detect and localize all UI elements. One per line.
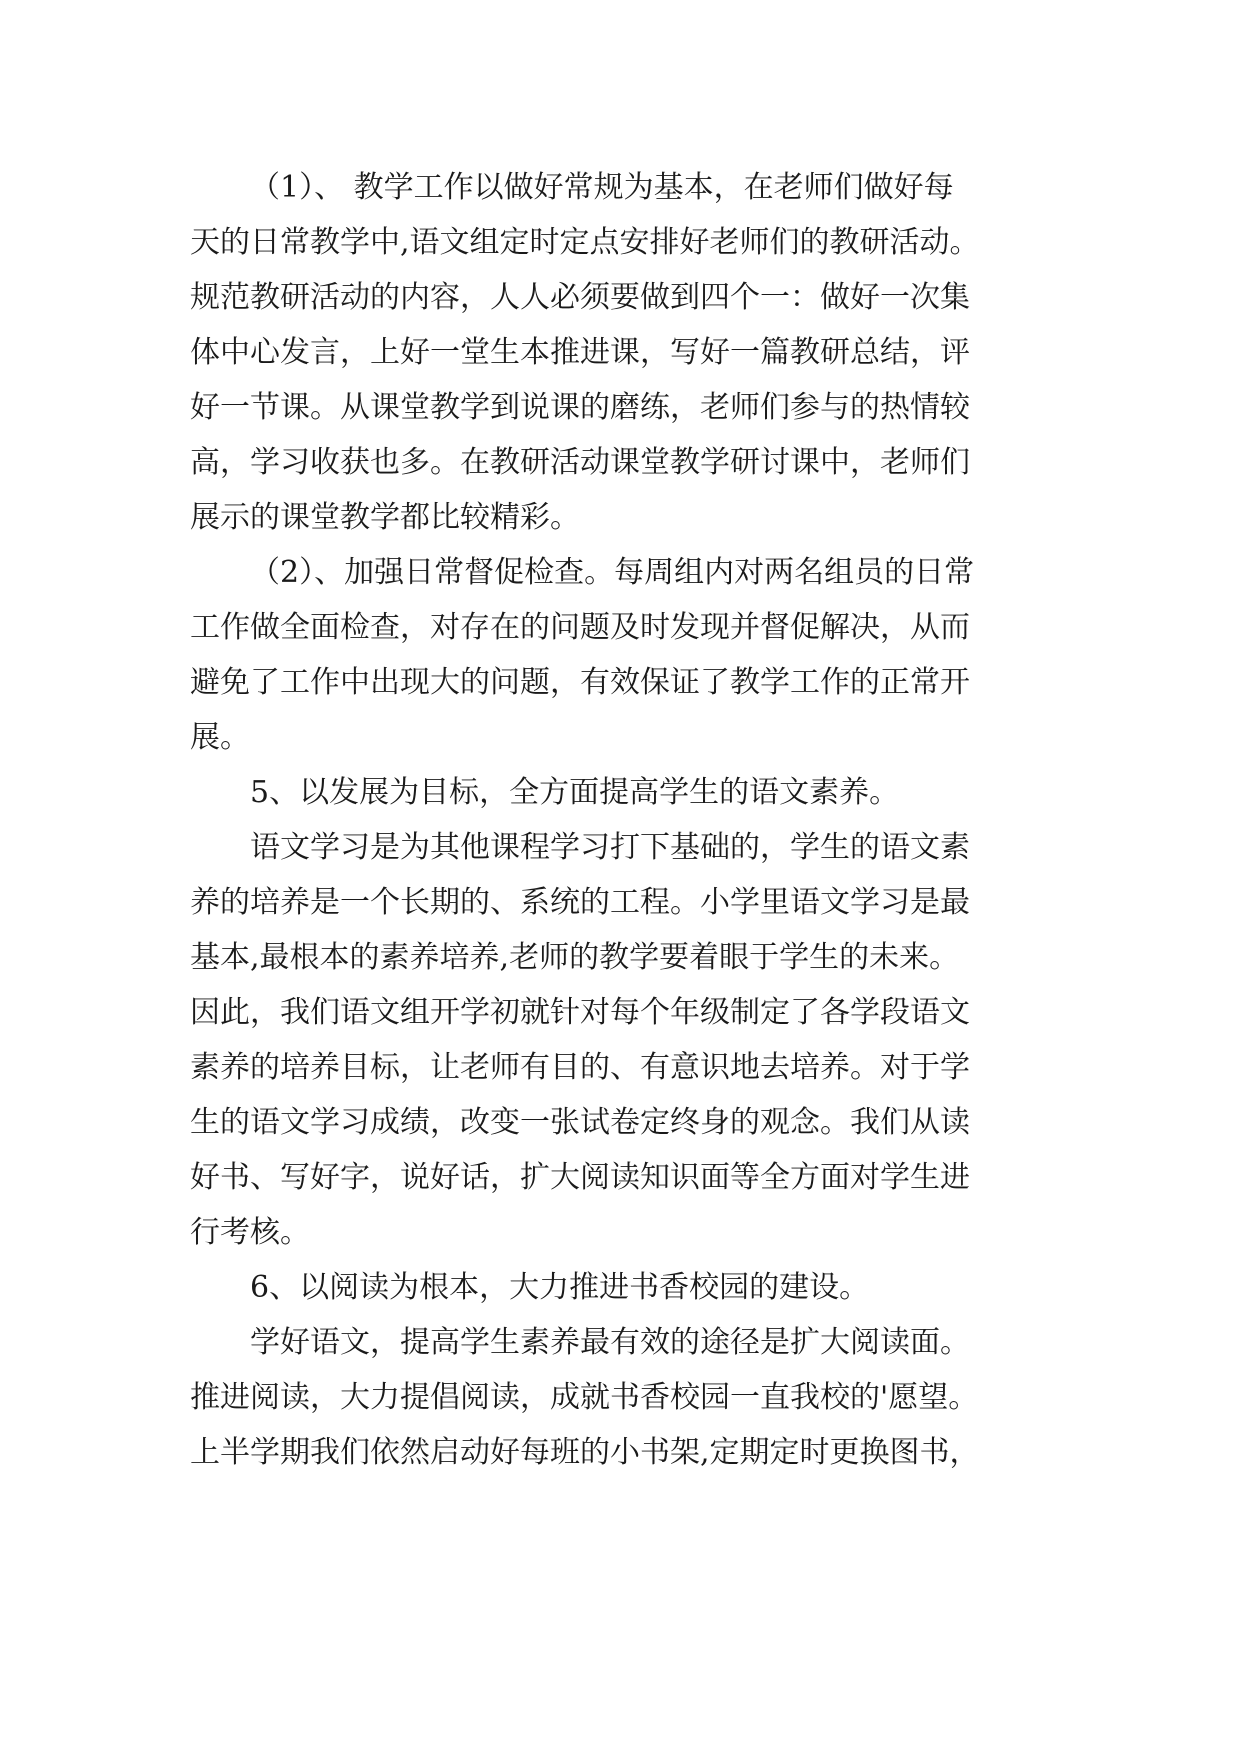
- text-line: 基本,最根本的素养培养,老师的教学要着眼于学生的未来。: [190, 940, 960, 975]
- text-line: 素养的培养目标，让老师有目的、有意识地去培养。对于学: [190, 1050, 970, 1085]
- text-line: 行考核。: [190, 1215, 310, 1250]
- text-line: 好一节课。从课堂教学到说课的磨练，老师们参与的热情较: [190, 390, 970, 425]
- text-line: 工作做全面检查，对存在的问题及时发现并督促解决，从而: [190, 610, 970, 645]
- text-line: 学好语文，提高学生素养最有效的途径是扩大阅读面。: [250, 1325, 970, 1360]
- text-line: 生的语文学习成绩，改变一张试卷定终身的观念。我们从读: [190, 1105, 970, 1140]
- section-heading: 5、以发展为目标，全方面提高学生的语文素养。: [250, 775, 900, 810]
- text-line: 因此，我们语文组开学初就针对每个年级制定了各学段语文: [190, 995, 970, 1030]
- text-line: 规范教研活动的内容，人人必须要做到四个一：做好一次集: [190, 280, 970, 315]
- text-line: 展示的课堂教学都比较精彩。: [190, 500, 580, 535]
- text-line: 体中心发言，上好一堂生本推进课，写好一篇教研总结，评: [190, 335, 970, 370]
- section-heading: 6、以阅读为根本，大力推进书香校园的建设。: [250, 1270, 870, 1305]
- text-line: 天的日常教学中,语文组定时定点安排好老师们的教研活动。: [190, 225, 980, 260]
- text-line: 语文学习是为其他课程学习打下基础的，学生的语文素: [250, 830, 970, 865]
- text-line: （2）、加强日常督促检查。每周组内对两名组员的日常: [250, 555, 975, 590]
- text-line: 展。: [190, 720, 250, 755]
- text-line: 上半学期我们依然启动好每班的小书架,定期定时更换图书，: [190, 1435, 980, 1470]
- text-line: 养的培养是一个长期的、系统的工程。小学里语文学习是最: [190, 885, 970, 920]
- text-line: 推进阅读，大力提倡阅读，成就书香校园一直我校的'愿望。: [190, 1380, 979, 1415]
- text-line: 高，学习收获也多。在教研活动课堂教学研讨课中，老师们: [190, 445, 970, 480]
- text-line: 好书、写好字，说好话，扩大阅读知识面等全方面对学生进: [190, 1160, 970, 1195]
- text-line: 避免了工作中出现大的问题，有效保证了教学工作的正常开: [190, 665, 970, 700]
- text-line: （1）、 教学工作以做好常规为基本，在老师们做好每: [250, 170, 954, 205]
